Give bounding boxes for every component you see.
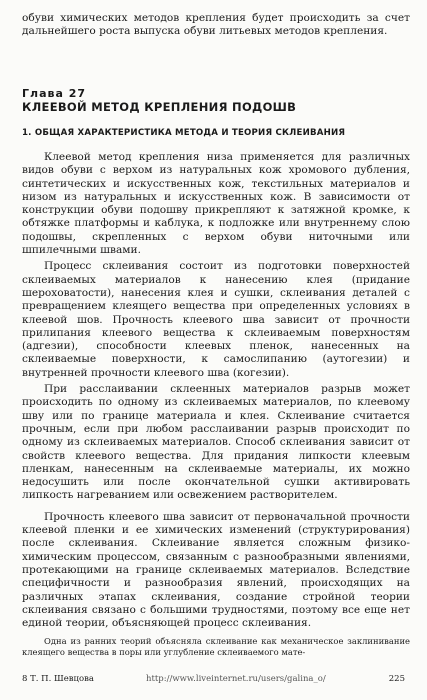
paragraph-1: Клеевой метод крепления низа применяется для различных видов обуви с верхом из натуральных кож хромового дубления, синтетических и искусственных кож, текстильных материалов и низом из натуральных и искусственных кож. В зависимости от конструкции обуви подошву прикрепляют к затяжной кромке, к обтяжке платформы и каблука, к подложке или внутреннему слою подошвы, скрепленных с верхом обуви ниточными или шпилечными швами. — [22, 151, 410, 257]
page-footer — [16, 674, 411, 688]
top-paragraph: обуви химических методов крепления будет происходить за счет дальнейшего роста выпуска обуви литьевых методов крепления. — [22, 12, 410, 38]
body-text — [22, 151, 410, 658]
paragraph-3: При расслаивании склеенных материалов разрыв может происходить по одному из склеиваемых материалов, по клеевому шву или по границе материала и клея. Склеивание считается прочным, если при любом расслаивании разрыв происходит по одному из склеиваемых материалов. Способ склеивания зависит от свойств клеевого вещества. Для придания липкости клеевым пленкам, нанесенным на склеиваемые материалы, их можно недосушить или после окончательной сушки активировать липкость нагреванием или освежением растворителем. — [22, 383, 410, 502]
paragraph-4: Прочность клеевого шва зависит от первоначальной прочности клеевой пленки и ее химических изменений (структурирования) после склеивания. Склеивание является сложным физико-химическим процессом, связанным с разнообразными явлениями, протекающими на границе склеиваемых материалов. Вследствие специфичности и разнообразия явлений, происходящих на различных этапах склеивания, создание стройной теории склеивания связано с большими трудностями, поэтому все еще нет единой теории, объясняющей процесс склеивания. — [22, 510, 410, 630]
watermark-url: http://www.liveinternet.ru/users/galina_o/ — [146, 674, 326, 684]
top-text-block — [22, 12, 410, 39]
paragraph-2: Процесс склеивания состоит из подготовки поверхностей склеиваемых материалов к нанесению клея (придание шероховатости), нанесения клея и сушки, склеивания деталей с превращением клеящего вещества при определенных условиях в клеевой шов. Прочность клеевого шва зависит от прочности прилипания клеевого вещества к склеиваемым поверхностям (адгезии), способности клеевых пленок, нанесенных на склеиваемые поверхности, к самослипанию (аутогезии) и внутренней прочности клеевого шва (когезии). — [22, 260, 410, 379]
chapter-title: КЛЕЕВОЙ МЕТОД КРЕПЛЕНИЯ ПОДОШВ — [22, 100, 297, 114]
printer-signature: 8 Т. П. Шевцова — [22, 674, 94, 684]
section-title: 1. ОБЩАЯ ХАРАКТЕРИСТИКА МЕТОДА И ТЕОРИЯ СКЛЕИВАНИЯ — [22, 128, 346, 138]
chapter-label: Глава 27 — [22, 87, 87, 100]
page-number: 225 — [388, 674, 405, 684]
footnote: Одна из ранних теорий объясняла склеивание как механическое заклинивание клеящего вещества в поры или углубление склеиваемого мате- — [22, 636, 410, 658]
